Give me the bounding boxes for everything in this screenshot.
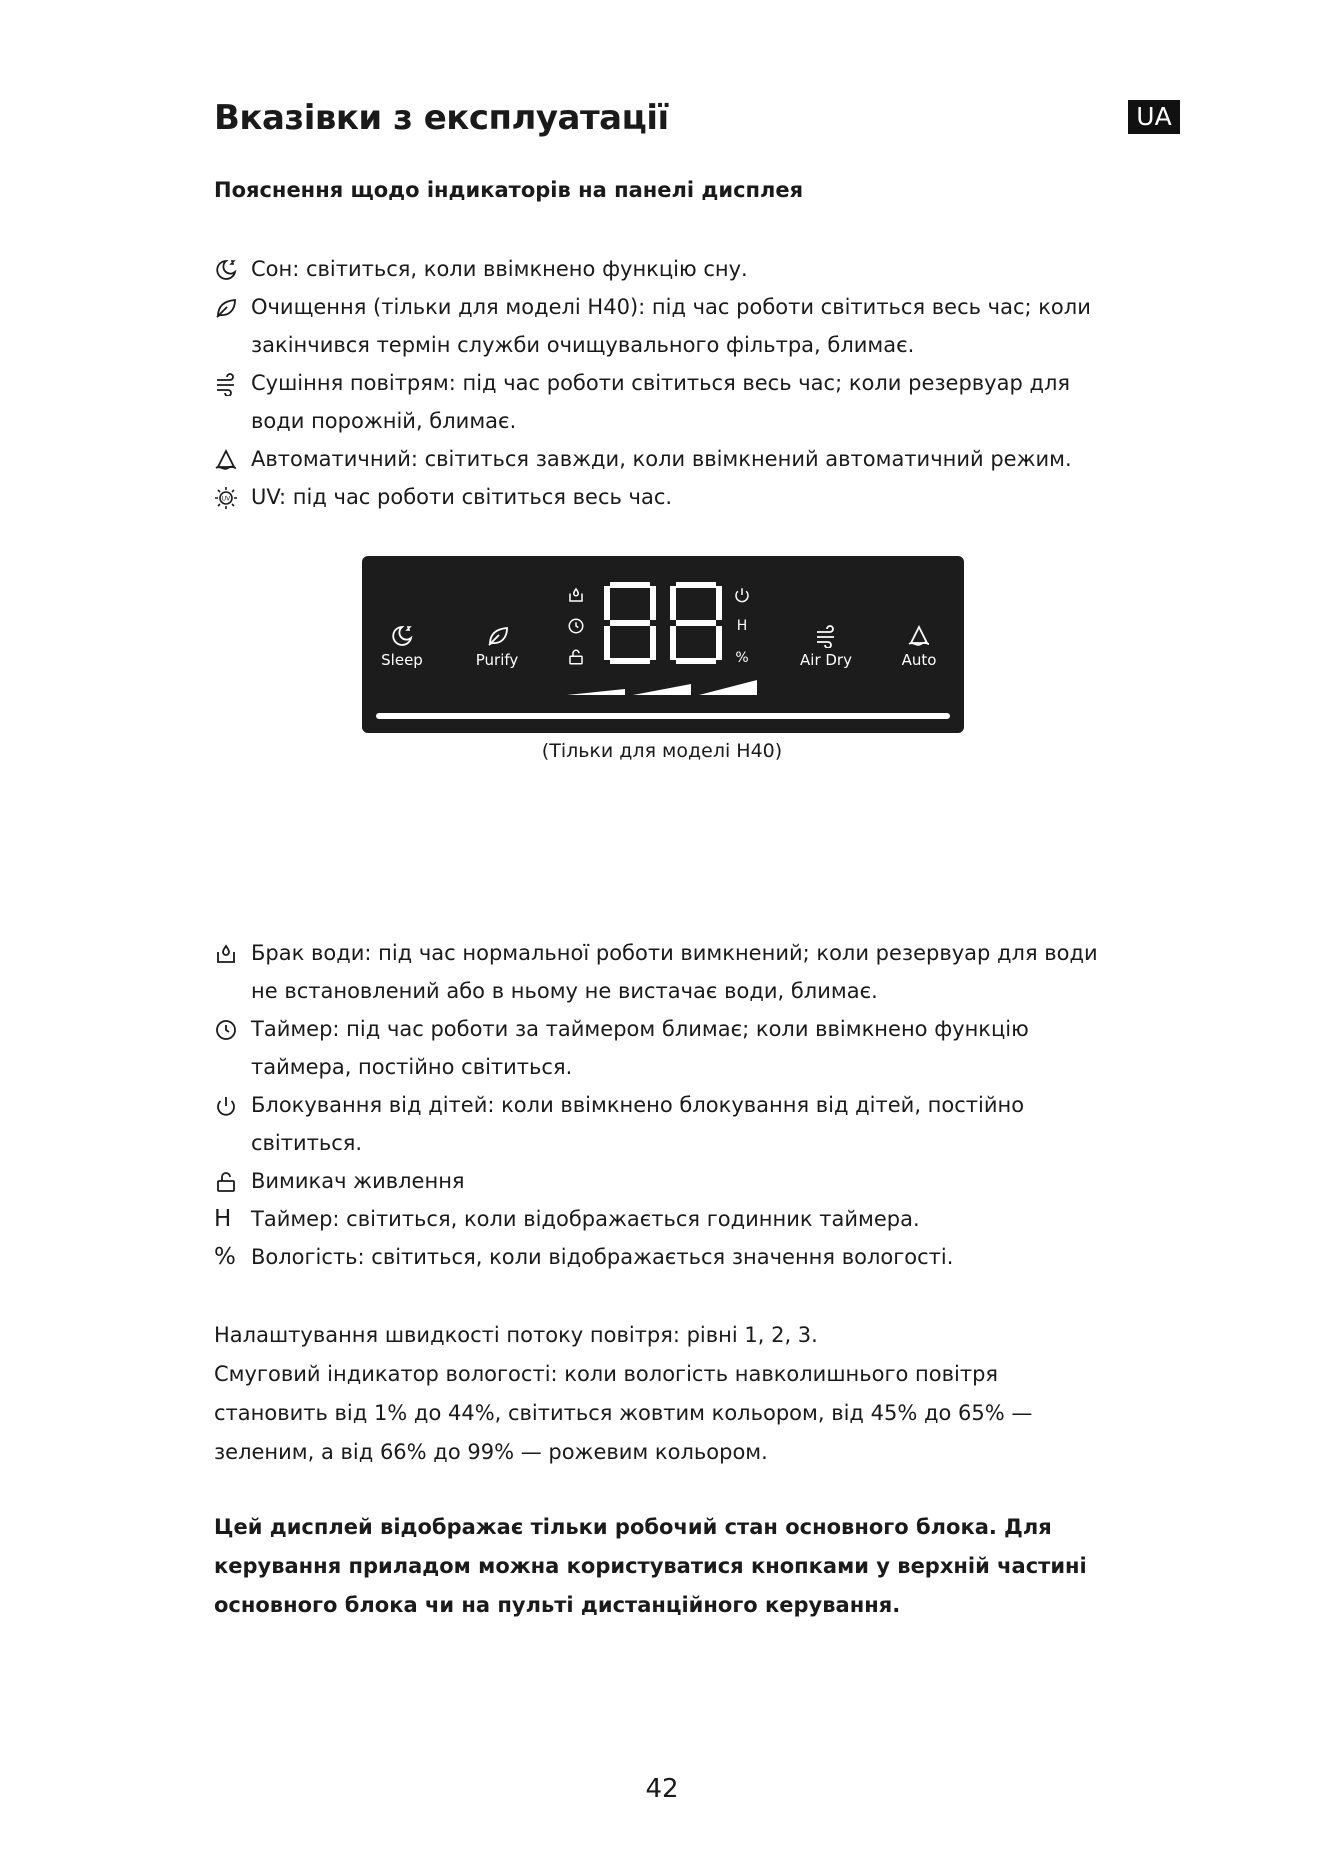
panel-purify-icon: [486, 624, 510, 648]
moon-sleep-icon: [214, 258, 238, 282]
panel-auto-icon: [907, 624, 931, 648]
water-shortage-icon: [214, 942, 238, 966]
panel-h-label: H: [736, 618, 748, 634]
uv-icon: [214, 486, 238, 510]
indicator-item-auto: Автоматичний: світиться завжди, коли ввімкнений автоматичний режим.: [214, 440, 1114, 478]
panel-percent-label: %: [735, 650, 749, 666]
language-badge: UA: [1128, 100, 1180, 134]
indicator-item-timer-clock: H Таймер: світиться, коли відображається годинник таймера.: [214, 1200, 1114, 1238]
indicator-item-timer: Таймер: під час роботи за таймером блимає; коли ввімкнено функцію таймера, постійно світиться.: [214, 1010, 1114, 1086]
humidity-light-bar: [376, 712, 950, 720]
indicator-item-humidity: % Вологість: світиться, коли відображається значення вологості.: [214, 1238, 1114, 1276]
section-subtitle: Пояснення щодо індикаторів на панелі дисплея: [214, 178, 804, 202]
auto-mode-icon: [214, 448, 238, 472]
panel-sleep-label: Sleep: [381, 651, 423, 669]
panel-power-icon: [733, 586, 751, 604]
panel-caption: (Тільки для моделі H40): [541, 740, 783, 762]
bold-note: Цей дисплей відображає тільки робочий стан основного блока. Для керування приладом можна користуватися кнопками у верхній частині основного блока чи на пульті дистанційного керування.: [214, 1515, 1087, 1617]
panel-purify-label: Purify: [475, 651, 519, 669]
indicator-item-child-lock: Блокування від дітей: коли ввімкнено блокування від дітей, постійно світиться.: [214, 1086, 1114, 1162]
panel-lock-icon: [567, 648, 585, 666]
h-letter-icon: H: [214, 1206, 232, 1232]
panel-sleep-icon: [390, 624, 414, 648]
leaf-purify-icon: [214, 296, 238, 320]
info-paragraph: Налаштування швидкості потоку повітря: рівні 1, 2, 3. Смуговий індикатор вологості: коли вологість навколишнього повітря становить від 1% до 44%, світиться жовтим кольором, від 45% до 65% — зеленим, а від 66% до 99% — рожевим кольором.: [214, 1323, 1033, 1464]
seven-segment-digits: [600, 582, 730, 664]
indicator-item-purify: Очищення (тільки для моделі H40): під час роботи світиться весь час; коли закінчився термін служби очищувального фільтра, блимає.: [214, 288, 1114, 364]
indicator-item-water-shortage: Брак води: під час нормальної роботи вимкнений; коли резервуар для води не встановлений або в ньому не вистачає води, блимає.: [214, 934, 1114, 1010]
page-title: Вказівки з експлуатації: [214, 98, 669, 138]
percent-icon: %: [214, 1244, 236, 1270]
panel-water-shortage-icon: [567, 586, 585, 604]
panel-air-dry-label: Air Dry: [800, 651, 852, 669]
indicator-item-sleep: Сон: світиться, коли ввімкнено функцію сну.: [214, 250, 1114, 288]
lock-icon: [214, 1170, 238, 1194]
panel-auto-label: Auto: [901, 651, 937, 669]
panel-timer-icon: [567, 617, 585, 635]
wind-air-dry-icon: [214, 372, 238, 396]
power-icon: [214, 1094, 238, 1118]
page-number: 42: [645, 1774, 679, 1804]
fan-speed-bars: [567, 680, 767, 696]
svg-text:UV: UV: [221, 495, 231, 503]
timer-clock-icon: [214, 1018, 238, 1042]
indicator-item-power-switch: Вимикач живлення: [214, 1162, 1114, 1200]
panel-air-dry-icon: [814, 624, 838, 648]
indicator-item-uv: UV UV: під час роботи світиться весь час.: [214, 478, 1114, 516]
indicator-item-air-dry: Сушіння повітрям: під час роботи світиться весь час; коли резервуар для води порожній, блимає.: [214, 364, 1114, 440]
display-panel-illustration: [362, 556, 964, 733]
